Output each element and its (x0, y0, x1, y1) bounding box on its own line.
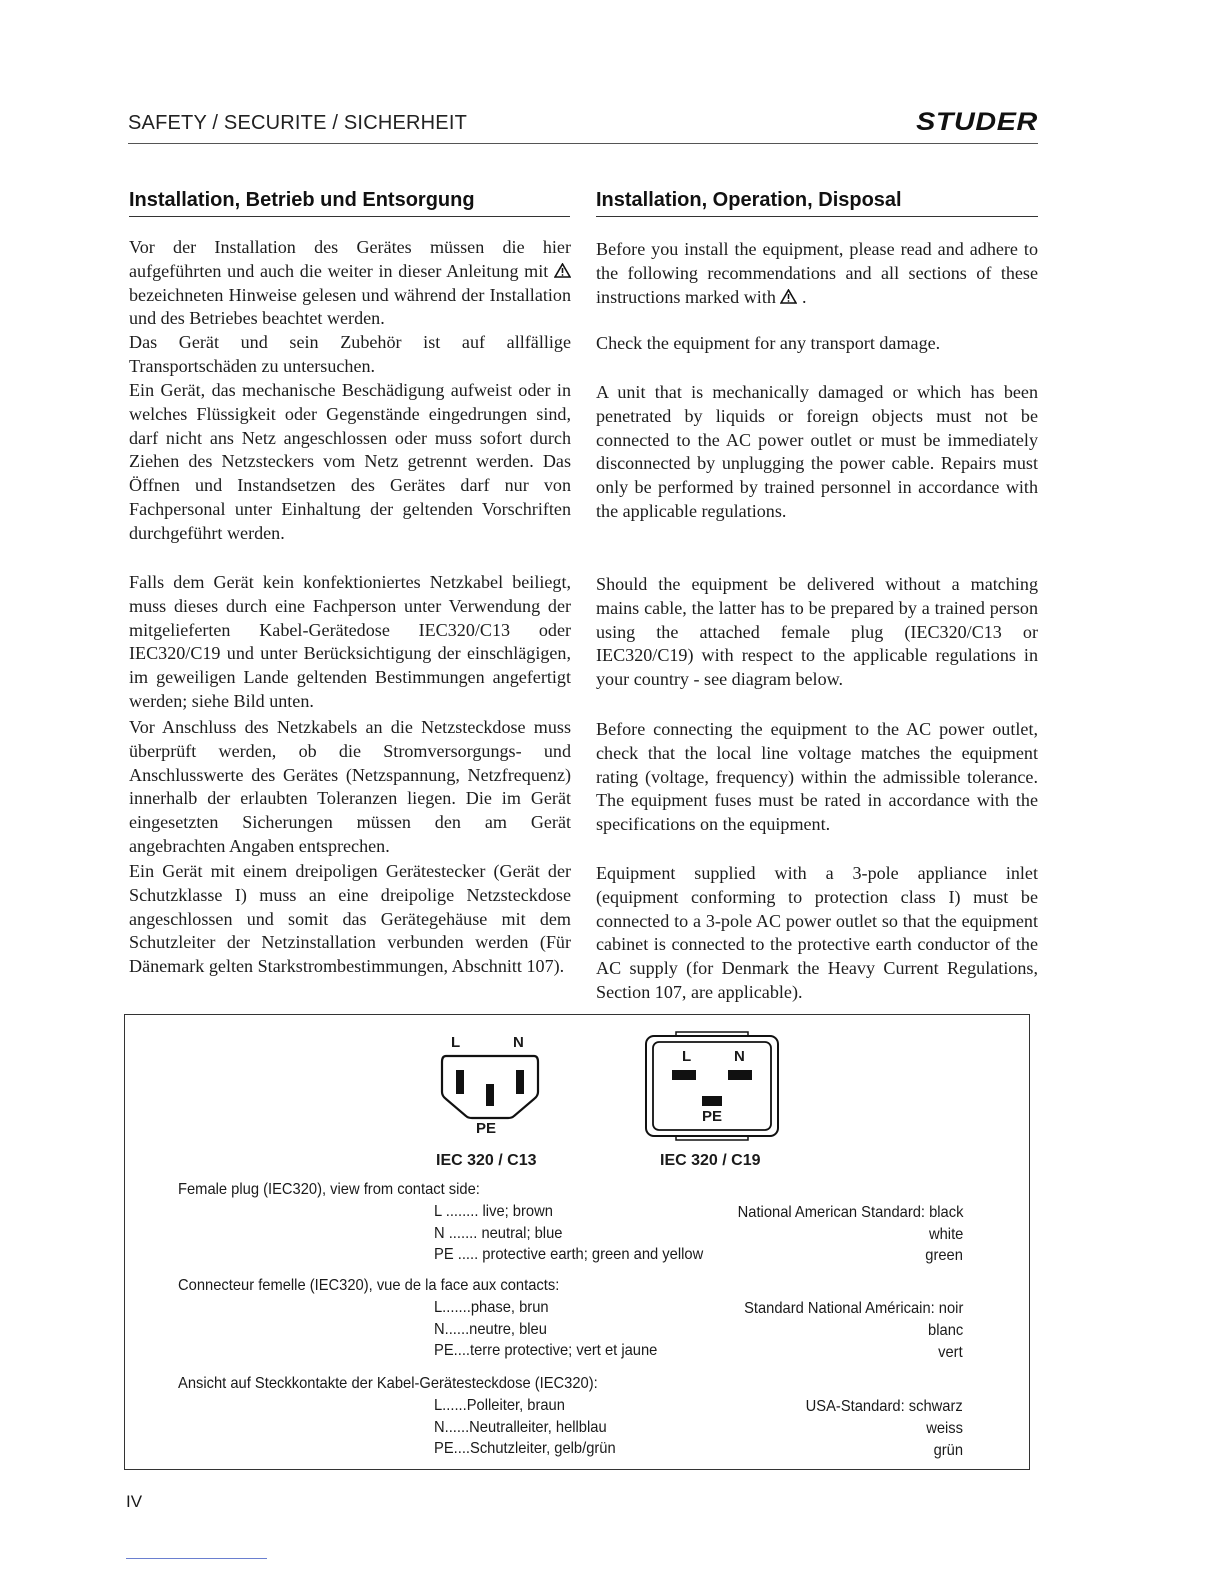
warning-triangle-icon (554, 263, 571, 278)
std-german-green: grün (933, 1442, 963, 1459)
english-paragraph-5: Before connecting the equipment to the AC power outlet, check that the local line voltage matches the equipment rating (voltage, frequency) within the admissible tolerance. The equipment fuses must be rated in accordance with the specifications on the equipment. (596, 719, 1038, 835)
english-paragraph-1: Before you install the equipment, please read and adhere to the following recommendations and all sections of these instructions marked with . (596, 239, 1038, 307)
std-german-white: weiss (926, 1420, 963, 1437)
english-paragraph-6: Equipment supplied with a 3-pole appliance inlet (equipment conforming to protection class I) must be connected to a 3-pole AC power outlet so that the equipment cabinet is connected to the protective earth conductor of the AC supply (for Denmark the Heavy Current Regulations, Section 107, are applicable). (596, 863, 1038, 1002)
legend-line-english-earth: PE ..... protective earth; green and yellow (434, 1246, 704, 1263)
legend-heading-english: Female plug (IEC320), view from contact side: (178, 1181, 480, 1198)
c13-caption: IEC 320 / C13 (436, 1152, 537, 1169)
std-french-white: blanc (927, 1322, 963, 1339)
std-german-black: USA-Standard: schwarz (805, 1398, 963, 1415)
legend-line-french-neutral: N......neutre, bleu (434, 1321, 547, 1338)
legend-line-french-live: L.......phase, brun (434, 1299, 549, 1316)
iec-c19-plug-drawing (644, 1030, 780, 1142)
legend-line-english-neutral: N ....... neutral; blue (434, 1225, 563, 1242)
std-english-white: white (928, 1226, 963, 1243)
c13-live-pin (456, 1070, 464, 1094)
c19-pe-label: PE (702, 1108, 723, 1125)
section-title-english: Installation, Operation, Disposal (596, 189, 1038, 217)
std-english-green: green (925, 1247, 963, 1264)
english-paragraph-2: Check the equipment for any transport damage. (596, 333, 941, 353)
std-french-black: Standard National Américain: noir (743, 1300, 963, 1317)
page-number: IV (126, 1492, 143, 1511)
legend-line-french-earth: PE....terre protective; vert et jaune (434, 1342, 658, 1359)
english-paragraph-3: A unit that is mechanically damaged or which has been penetrated by liquids or foreign objects must not be connected to the AC power outlet or must be immediately disconnected by unplugging the power cable. Repairs must only be performed by trained personnel in accordance with the applicable regulations. (596, 382, 1038, 521)
german-paragraph-3: Ein Gerät, das mechanische Beschädigung aufweist oder in welches Flüssigkeit oder Gegenstände eingedrungen sind, darf nicht ans Netz angeschlossen oder muss sofort durch Ziehen des Netzsteckers vom Netz getrennt werden. Das Öffnen und Instandsetzen des Gerätes darf nur von Fachpersonal unter Einhaltung der geltenden Vorschriften durchgeführt werden. (129, 380, 571, 543)
legend-line-german-neutral: N......Neutralleiter, hellblau (434, 1419, 607, 1436)
c19-caption: IEC 320 / C19 (660, 1152, 761, 1169)
warning-triangle-icon (780, 289, 797, 304)
german-paragraph-2: Das Gerät und sein Zubehör ist auf allfällige Transportschäden zu untersuchen. (129, 332, 571, 376)
footer-divider (126, 1558, 267, 1559)
german-paragraph-6: Ein Gerät mit einem dreipoligen Gerätestecker (Gerät der Schutzklasse I) muss an eine dreipolige Netzsteckdose angeschlossen und somit das Gerätegehäuse mit dem Schutzleiter der Netzinstallation verbunden werden (Für Dänemark gelten Starkstrombestimmungen, Abschnitt 107). (129, 861, 571, 977)
iec-c13-plug-drawing (438, 1054, 542, 1120)
c13-neutral-pin (516, 1070, 524, 1094)
c13-earth-pin (486, 1084, 494, 1106)
c19-earth-pin (702, 1096, 722, 1106)
std-english-black: National American Standard: black (737, 1204, 963, 1221)
legend-line-german-earth: PE....Schutzleiter, gelb/grün (434, 1440, 616, 1457)
c13-pe-label: PE (476, 1120, 497, 1137)
header-divider (128, 143, 1038, 144)
c19-l-label: L (682, 1048, 692, 1065)
german-paragraph-4: Falls dem Gerät kein konfektioniertes Netzkabel beiliegt, muss dieses durch eine Fachperson unter Verwendung der mitgelieferten Kabel-Gerätedose IEC320/C13 oder IEC320/C19 und unter Berücksichtigung der einschlägigen, im geweiligen Lande geltenden Bestimmungen angefertigt werden; siehe Bild unten. (129, 572, 571, 711)
brand-logo: STUDER (916, 108, 1038, 136)
legend-line-german-live: L......Polleiter, braun (434, 1397, 565, 1414)
legend-heading-french: Connecteur femelle (IEC320), vue de la face aux contacts: (178, 1277, 560, 1294)
c19-live-pin (672, 1070, 696, 1080)
c19-n-label: N (734, 1048, 745, 1065)
page-header-title: SAFETY / SECURITE / SICHERHEIT (128, 112, 468, 134)
c13-n-label: N (513, 1034, 524, 1051)
german-paragraph-5: Vor Anschluss des Netzkabels an die Netzsteckdose muss überprüft werden, ob die Stromversorgungs- und Anschlusswerte des Gerätes (Netzspannung, Netzfrequenz) innerhalb der erlaubten Toleranzen liegen. Die im Gerät eingesetzten Sicherungen müssen den am Gerät angebrachten Angaben entsprechen. (129, 717, 571, 856)
c13-l-label: L (451, 1034, 461, 1051)
german-paragraph-1: Vor der Installation des Gerätes müssen die hier aufgeführten und auch die weiter in dieser Anleitung mit bezeichneten Hinweise gelesen und während der Installation und des Betriebes beachtet werden. (129, 237, 571, 329)
legend-heading-german: Ansicht auf Steckkontakte der Kabel-Gerätesteckdose (IEC320): (178, 1375, 598, 1392)
std-french-green: vert (938, 1344, 963, 1361)
legend-line-english-live: L ........ live; brown (434, 1203, 553, 1220)
c19-neutral-pin (728, 1070, 752, 1080)
section-title-german: Installation, Betrieb und Entsorgung (129, 189, 570, 217)
english-paragraph-4: Should the equipment be delivered without a matching mains cable, the latter has to be prepared by a trained person using the attached female plug (IEC320/C13 or IEC320/C19) with respect to the applicable regulations in your country - see diagram below. (596, 574, 1038, 690)
